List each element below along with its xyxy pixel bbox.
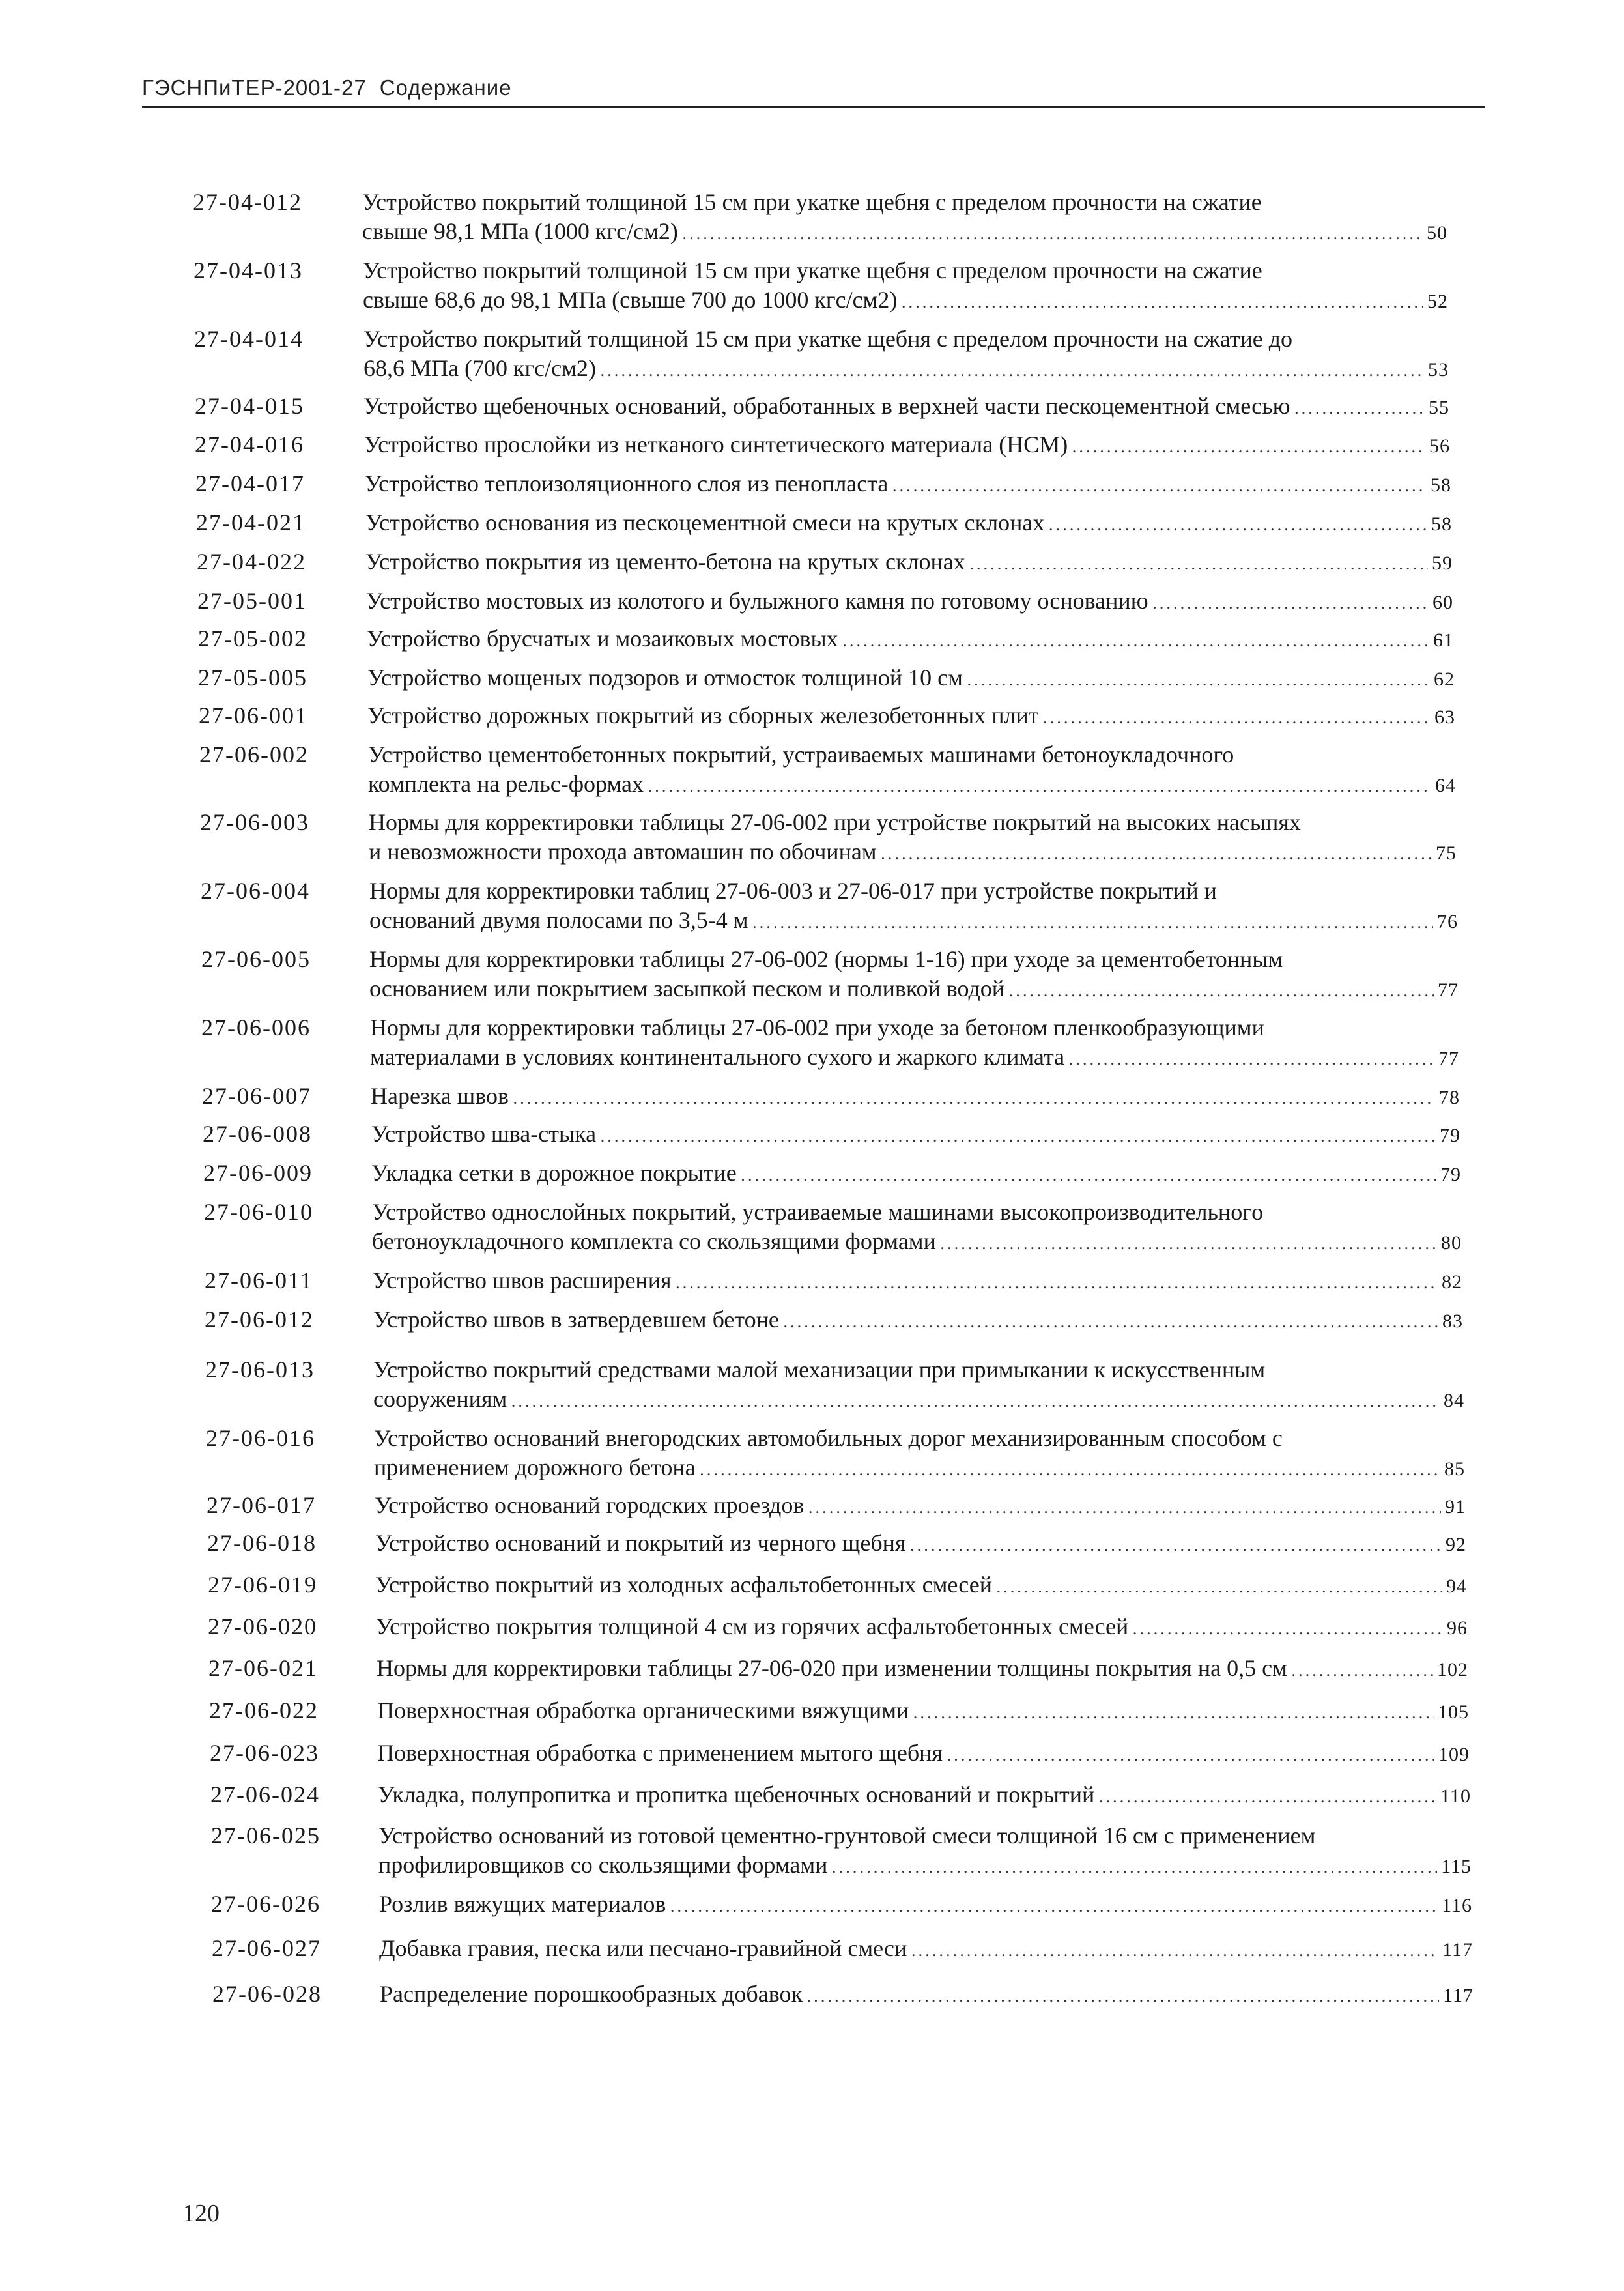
toc-entry-code: 27-06-013 [205,1357,315,1383]
toc-entry[interactable] [195,469,1451,498]
toc-entry-code: 27-06-027 [212,1935,321,1961]
toc-entry-title [375,1570,1467,1600]
dot-leader [1048,511,1427,538]
toc-entry-code: 27-06-023 [210,1740,319,1766]
dot-leader [600,1122,1436,1149]
toc-entry-page: 82 [1442,1271,1462,1293]
toc-entry-code: 27-06-020 [208,1613,317,1639]
toc-entry-title-line: Устройство покрытий толщиной 15 см при укатке щебня с пределом прочности на сжатие до [363,326,1293,352]
toc-entry-title-line: Поверхностная обработка органическими вяжущими [377,1697,909,1723]
toc-entry-title [372,1198,1462,1256]
header-doc-id: ГЭСНПиТЕР-2001-27 [142,76,367,100]
dot-leader [511,1387,1440,1414]
toc-entry-page: 105 [1438,1701,1469,1723]
toc-entry-title-line: применением дорожного бетона [374,1454,696,1480]
toc-entry-code: 27-06-008 [203,1121,312,1147]
toc-entry-title [371,1159,1461,1188]
toc-entry-code: 27-06-018 [207,1530,317,1556]
dot-leader [808,1493,1441,1520]
dot-leader [996,1573,1442,1600]
toc-entry-page: 62 [1434,669,1455,690]
toc-entry[interactable] [200,808,1457,867]
toc-entry[interactable] [199,701,1455,730]
toc-entry-title-line: Нормы для корректировки таблицы 27-06-002 при устройстве покрытий на высоких насыпях [369,809,1301,835]
toc-entry-page: 92 [1446,1534,1466,1555]
toc-entry-title [368,740,1456,799]
toc-entry-page: 59 [1432,553,1453,574]
toc-entry-page: 94 [1446,1576,1467,1597]
dot-leader [1291,1656,1433,1683]
toc-entry-title [378,1780,1471,1809]
toc-entry-title-line: Устройство прослойки из нетканого синтетического материала (НСМ) [364,431,1068,457]
toc-entry-page: 52 [1427,291,1448,312]
toc-entry-code: 27-06-003 [200,809,309,835]
toc-entry-title [377,1738,1470,1768]
dot-leader [1098,1783,1436,1809]
toc-entry-title-line: Устройство оснований и покрытий из черного щебня [375,1530,906,1556]
toc-entry-page: 79 [1440,1164,1461,1185]
toc-entry-title-line: Устройство оснований из готовой цементно-грунтовой смеси толщиной 16 см с применением [378,1823,1316,1849]
toc-entry-title-line: Устройство швов в затвердевшем бетоне [373,1306,779,1333]
toc-entry-title [371,1082,1460,1111]
toc-entry[interactable] [210,1780,1471,1809]
toc-entry[interactable] [211,1821,1472,1880]
toc-entry-page: 78 [1439,1087,1460,1108]
toc-entry[interactable] [209,1696,1469,1725]
dot-leader [913,1699,1434,1725]
dot-leader [752,908,1433,935]
dot-leader [911,1937,1438,1963]
toc-entry-code: 27-04-013 [193,257,303,283]
toc-entry-page: 85 [1444,1458,1465,1480]
toc-entry-title [374,1424,1465,1482]
toc-entry-title [365,547,1453,577]
toc-entry-title [376,1612,1468,1641]
dot-leader [842,627,1429,654]
toc-entry-code: 27-04-021 [196,510,306,536]
toc-entry-title-line: Устройство швов расширения [373,1267,672,1293]
toc-entry-code: 27-04-016 [195,431,304,457]
toc-entry-code: 27-05-002 [198,626,307,652]
toc-entry-title [378,1821,1472,1880]
toc-entry-page: 61 [1433,629,1454,651]
toc-entry-code: 27-06-007 [202,1083,311,1109]
toc-entry-code: 27-04-015 [195,393,304,419]
dot-leader [513,1084,1435,1111]
toc-entry-title-line: Устройство шва-стыка [371,1121,597,1147]
toc-entry-title-line: Устройство цементобетонных покрытий, устраиваемых машинами бетоноукладочного [368,742,1234,768]
toc-entry-page: 96 [1447,1617,1468,1639]
toc-entry-code: 27-06-026 [211,1891,321,1917]
toc-entry-code: 27-05-005 [198,665,307,691]
dot-leader [1008,977,1434,1003]
toc-entry-code: 27-06-002 [199,742,309,768]
toc-entry-page: 77 [1438,979,1459,1001]
toc-entry-title-line: Устройство покрытий толщиной 15 см при укатке щебня с пределом прочности на сжатие [363,257,1262,283]
page-number: 120 [182,2200,220,2227]
toc-entry-title-line: Устройство однослойных покрытий, устраиваемые машинами высокопроизводительного [372,1199,1264,1225]
toc-entry-title-line: Устройство оснований городских проездов [375,1492,805,1518]
toc-entry[interactable] [207,1491,1466,1520]
toc-entry[interactable] [202,1082,1460,1111]
toc-entry-page: 117 [1443,1985,1474,2006]
toc-entry[interactable] [197,547,1453,577]
toc-entry[interactable] [199,740,1456,799]
toc-entry-title-line: 68,6 МПа (700 кгс/см2) [363,355,596,381]
dot-leader [806,1982,1439,2009]
dot-leader [741,1161,1436,1188]
toc-entry-title [371,1119,1460,1149]
toc-entry-page: 63 [1434,706,1455,728]
toc-entry-code: 27-06-024 [210,1781,320,1808]
toc-entry[interactable] [193,256,1448,315]
toc-entry[interactable] [204,1198,1462,1256]
toc-entry-title [369,945,1459,1003]
dot-leader [901,288,1423,315]
toc-entry[interactable] [195,392,1449,421]
toc-entry-title [367,624,1454,654]
toc-entry-title [369,876,1458,935]
toc-entry[interactable] [205,1355,1464,1414]
toc-entry[interactable] [196,508,1452,538]
toc-entry[interactable] [193,188,1447,246]
toc-entry[interactable] [198,663,1455,693]
dot-leader [910,1531,1442,1558]
toc-entry-title-line: Устройство брусчатых и мозаиковых мостовых [367,626,838,652]
toc-entry-title-line: Нормы для корректировки таблицы 27-06-002 при уходе за бетоном пленкообразующими [370,1015,1264,1041]
toc-entry-page: 60 [1432,592,1453,613]
toc-entry-title-line: профилировщиков со скользящими формами [378,1852,828,1878]
toc-entry[interactable] [205,1266,1462,1295]
dot-leader [881,840,1432,867]
toc-entry-title [363,324,1449,383]
toc-entry-code: 27-06-009 [203,1160,313,1186]
dot-leader [1132,1615,1443,1641]
toc-entry-page: 79 [1440,1125,1460,1146]
toc-entry-page: 75 [1436,843,1457,864]
toc-entry-page: 117 [1442,1939,1473,1961]
toc-entry[interactable] [208,1570,1467,1600]
toc-entry[interactable] [205,1305,1463,1334]
toc-entry-page: 116 [1442,1895,1472,1916]
toc-entry-title-line: Поверхностная обработка с применением мытого щебня [377,1740,943,1766]
header-section-title: Содержание [379,76,512,100]
toc-entry[interactable] [201,1013,1459,1072]
toc-entry[interactable] [211,1890,1472,1919]
toc-entry-code: 27-04-017 [195,470,305,497]
toc-entry-title [363,256,1448,315]
dot-leader [1294,394,1425,421]
toc-entry-title-line: Распределение порошкообразных добавок [380,1981,803,2007]
toc-entry-title [369,808,1457,867]
toc-entry-page: 58 [1431,474,1451,496]
toc-entry[interactable] [194,324,1449,383]
toc-entry-title-line: Устройство покрытий из холодных асфальтобетонных смесей [375,1572,992,1598]
toc-entry-code: 27-06-021 [208,1655,318,1681]
toc-entry-title-line: Нормы для корректировки таблиц 27-06-003 и 27-06-017 при устройстве покрытий и [369,878,1217,904]
dot-leader [600,356,1424,383]
toc-entry-title [366,586,1453,616]
toc-entry-page: 83 [1442,1310,1463,1332]
toc-entry[interactable] [207,1529,1466,1558]
toc-entry-code: 27-06-019 [208,1572,317,1598]
toc-entry-title-line: бетоноукладочного комплекта со скользящими формами [372,1228,936,1254]
toc-entry-code: 27-06-016 [206,1425,315,1451]
toc-entry-title-line: Нормы для корректировки таблицы 27-06-002 (нормы 1-16) при уходе за цементобетонным [369,946,1283,972]
toc-entry[interactable] [201,945,1459,1003]
toc-entry-title [365,469,1451,498]
toc-entry-title [375,1491,1466,1520]
toc-entry-code: 27-06-012 [205,1306,314,1333]
toc-entry-title-line: Устройство основания из пескоцементной смеси на крутых склонах [365,510,1045,536]
dot-leader [682,220,1423,246]
toc-entry-title-line: Нормы для корректировки таблицы 27-06-020 при изменении толщины покрытия на 0,5 см [377,1655,1287,1681]
toc-entry-title [370,1013,1459,1072]
toc-entry-title-line: Устройство мостовых из колотого и булыжного камня по готовому основанию [366,588,1148,614]
dot-leader [969,550,1428,577]
toc-entry-title [377,1654,1468,1683]
toc-entry-title-line: оснований двумя полосами по 3,5-4 м [369,907,748,933]
toc-entry-title-line: Устройство покрытия толщиной 4 см из горячих асфальтобетонных смесей [376,1613,1129,1639]
toc-entry-page: 53 [1428,359,1449,381]
toc-entry-code: 27-06-001 [199,702,308,728]
toc-entry-title [377,1696,1469,1725]
toc-entry-page: 64 [1435,775,1456,796]
toc-entry-title-line: Устройство покрытия из цементо-бетона на крутых склонах [365,549,965,575]
dot-leader [892,472,1427,498]
toc-entry-title-line: Нарезка швов [371,1083,509,1109]
toc-entry-page: 50 [1427,222,1447,244]
toc-entry-title-line: комплекта на рельс-формах [368,771,644,797]
dot-leader [1042,704,1431,730]
toc-entry-page: 91 [1445,1496,1466,1518]
toc-entry[interactable] [197,586,1453,616]
toc-entry-title-line: Добавка гравия, песка или песчано-гравийной смеси [379,1935,907,1961]
toc-entry-page: 76 [1437,911,1458,932]
toc-entry-title-line: Устройство покрытий средствами малой механизации при примыкании к искусственным [373,1357,1266,1383]
toc-entry-title [367,701,1455,730]
toc-entry-code: 27-06-006 [201,1015,311,1041]
toc-entry-page: 109 [1438,1744,1470,1765]
toc-entry-code: 27-06-005 [201,946,311,972]
toc-entry-title-line: свыше 98,1 МПа (1000 кгс/см2) [362,218,678,244]
toc-entry-title-line: и невозможности прохода автомашин по обочинам [369,839,877,865]
toc-entry-code: 27-06-017 [207,1492,316,1518]
toc-entry-page: 56 [1429,435,1450,457]
dot-leader [967,666,1430,693]
dot-leader [831,1853,1437,1880]
toc-entry[interactable] [201,876,1458,935]
toc-entry-page: 55 [1429,397,1449,418]
toc-entry-title-line: Устройство оснований внегородских автомобильных дорог механизированным способом с [374,1425,1283,1451]
dot-leader [940,1230,1437,1256]
toc-entry-code: 27-06-004 [201,878,310,904]
dot-leader [1152,589,1429,616]
toc-entry-title-line: Укладка, полупропитка и пропитка щебеночных оснований и покрытий [378,1781,1095,1808]
toc-entry-title [373,1355,1464,1414]
toc-entry-title-line: Устройство покрытий толщиной 15 см при укатке щебня с пределом прочности на сжатие [362,189,1262,215]
toc-entry-code: 27-04-012 [193,189,302,215]
toc-entry[interactable] [208,1612,1468,1641]
dot-leader [1068,1045,1434,1072]
toc-entry-page: 110 [1440,1785,1471,1807]
toc-entry-code: 27-06-028 [212,1981,322,2007]
toc-entry-page: 77 [1438,1048,1459,1069]
toc-entry-title [379,1890,1472,1919]
toc-entry-code: 27-06-022 [209,1697,319,1723]
toc-entry-title [365,508,1452,538]
toc-entry[interactable] [208,1654,1468,1683]
toc-entry-code: 27-04-014 [194,326,304,352]
toc-entry-title [379,1934,1473,1963]
toc-entry-code: 27-06-011 [205,1267,313,1293]
toc-entry-page: 102 [1437,1659,1468,1680]
toc-entry[interactable] [206,1424,1465,1482]
toc-entry[interactable] [198,624,1454,654]
dot-leader [700,1456,1440,1482]
toc-entry-page: 115 [1441,1856,1472,1877]
dot-leader [648,772,1431,799]
toc-entry-title [375,1529,1466,1558]
toc-entry-title-line: Устройство щебеночных оснований, обработанных в верхней части пескоцементной смесью [363,393,1290,419]
toc-entry[interactable] [195,430,1450,459]
toc-entry[interactable] [210,1738,1470,1768]
toc-entry-page: 84 [1444,1390,1464,1411]
toc-entry-title-line: сооружениям [373,1386,507,1412]
toc-entry-title [367,663,1455,693]
toc-entry-title [373,1266,1462,1295]
toc-entry-title-line: Устройство теплоизоляционного слоя из пенопласта [365,470,889,497]
toc-entry-code: 27-06-010 [204,1199,313,1225]
dot-leader [947,1741,1434,1768]
toc-entry-title-line: Розлив вяжущих материалов [379,1891,666,1917]
toc-entry-page: 58 [1431,513,1452,535]
toc-entry-title [373,1305,1463,1334]
toc-entry[interactable] [203,1159,1461,1188]
toc-entry-page: 80 [1441,1232,1462,1254]
dot-leader [676,1269,1438,1295]
toc-entry-title-line: Укладка сетки в дорожное покрытие [371,1160,737,1186]
toc-entry-title [363,392,1449,421]
toc-entry[interactable] [212,1980,1474,2009]
dot-leader [783,1308,1438,1334]
toc-entry-title [362,188,1447,246]
toc-entry-title-line: Устройство дорожных покрытий из сборных железобетонных плит [367,702,1039,728]
toc-entry-title-line: свыше 68,6 до 98,1 МПа (свыше 700 до 1000 кгс/см2) [363,287,898,313]
toc-entry-title-line: Устройство мощеных подзоров и отмосток толщиной 10 см [367,665,963,691]
toc-entry[interactable] [203,1119,1460,1149]
toc-entry-code: 27-06-025 [211,1823,321,1849]
toc-entry-code: 27-05-001 [197,588,307,614]
toc-entry-code: 27-04-022 [197,549,306,575]
toc-entry-title [380,1980,1474,2009]
toc-entry-title-line: материалами в условиях континентального сухого и жаркого климата [370,1044,1065,1070]
dot-leader [670,1892,1438,1919]
toc-entry[interactable] [212,1934,1473,1963]
toc-entry-title [364,430,1450,459]
toc-entry-title-line: основанием или покрытием засыпкой песком и поливкой водой [369,975,1005,1001]
dot-leader [1072,433,1425,459]
